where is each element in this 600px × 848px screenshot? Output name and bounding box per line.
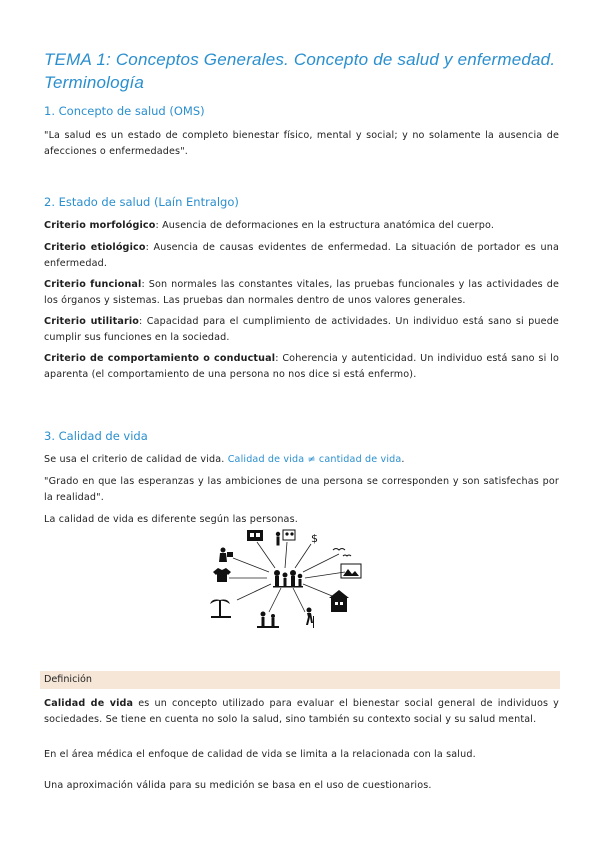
intro-text: Se usa el criterio de calidad de vida. — [44, 454, 228, 465]
section-heading-3: 3. Calidad de vida — [44, 429, 148, 443]
clothes-icon — [213, 568, 231, 582]
criterion-text: : Ausencia de deformaciones en la estructura anatómica del cuerpo. — [155, 220, 495, 231]
palm-tree-icon — [210, 600, 231, 619]
criterion-behavioral — [44, 351, 559, 382]
criterion-text: : Coherencia y autenticidad. Un individuo está sano si lo aparenta (el comportamiento de una persona no nos dice si está enfermo). — [44, 353, 559, 380]
quality-of-life-quote: "Grado en que las esperanzas y las ambiciones de una persona se corresponden y son satisfechas por la realidad". — [44, 476, 559, 503]
definition-measurement-paragraph: Una aproximación válida para su medición se basa en el uso de cuestionarios. — [44, 780, 432, 791]
family-icon — [273, 570, 303, 588]
walking-person-icon — [306, 608, 314, 629]
house-icon — [247, 530, 263, 541]
definition-label: Definición — [44, 674, 92, 685]
definition-medical-paragraph: En el área médica el enfoque de calidad de vida se limita a la relacionada con la salud. — [44, 749, 476, 760]
criterion-text: : Capacidad para el cumplimiento de actividades. Un individuo está sano si puede cumplir sus funciones en la sociedad. — [44, 316, 559, 343]
criterion-text: : Son normales las constantes vitales, las pruebas funcionales y las actividades de los órganos y sistemas. Las pruebas dan normales dentro de unos valores generales. — [44, 279, 559, 306]
intro-end: . — [401, 454, 405, 465]
definition-term: Calidad de vida — [44, 698, 134, 709]
page-title: TEMA 1: Conceptos Generales. Concepto de salud y enfermedad. Terminología — [44, 50, 556, 92]
criterion-label: Criterio funcional — [44, 279, 142, 290]
definition-text: es un concepto utilizado para evaluar el bienestar social general de individuos y sociedades. Se tiene en cuenta no solo la salud, sino también su contexto social y su salud mental. — [44, 698, 559, 725]
criterion-text: : Ausencia de causas evidentes de enfermedad. La situación de portador es una enfermedad. — [44, 242, 559, 269]
who-definition-quote: "La salud es un estado de completo bienestar físico, mental y social; y no solamente la ausencia de afecciones o enfermedades". — [44, 130, 559, 157]
quality-vs-quantity-highlight: Calidad de vida ≠ cantidad de vida — [227, 454, 402, 465]
landscape-icon — [341, 564, 361, 578]
definition-bar — [40, 671, 560, 689]
criterion-label: Criterio utilitario — [44, 316, 140, 327]
section-heading-1: 1. Concepto de salud (OMS) — [44, 104, 205, 118]
criterion-utilitarian — [44, 314, 559, 345]
reading-person-icon — [219, 548, 233, 563]
arrow-lines — [229, 542, 345, 612]
criterion-functional — [44, 277, 559, 308]
quality-of-life-illustration — [207, 528, 367, 638]
criterion-label: Criterio etiológico — [44, 242, 146, 253]
people-icon — [276, 530, 295, 546]
section-heading-2: 2. Estado de salud (Laín Entralgo) — [44, 195, 239, 209]
criterion-label: Criterio de comportamiento o conductual — [44, 353, 276, 364]
activity-icon — [257, 612, 279, 629]
quality-of-life-intro — [44, 452, 559, 468]
criterion-etiological — [44, 240, 559, 271]
birds-icon — [333, 549, 351, 557]
money-icon: $ — [311, 532, 318, 545]
definition-paragraph — [44, 696, 559, 727]
building-icon — [329, 590, 349, 612]
quality-of-life-note: La calidad de vida es diferente según las personas. — [44, 514, 298, 525]
criterion-morphological — [44, 218, 559, 234]
criterion-label: Criterio morfológico — [44, 220, 156, 231]
